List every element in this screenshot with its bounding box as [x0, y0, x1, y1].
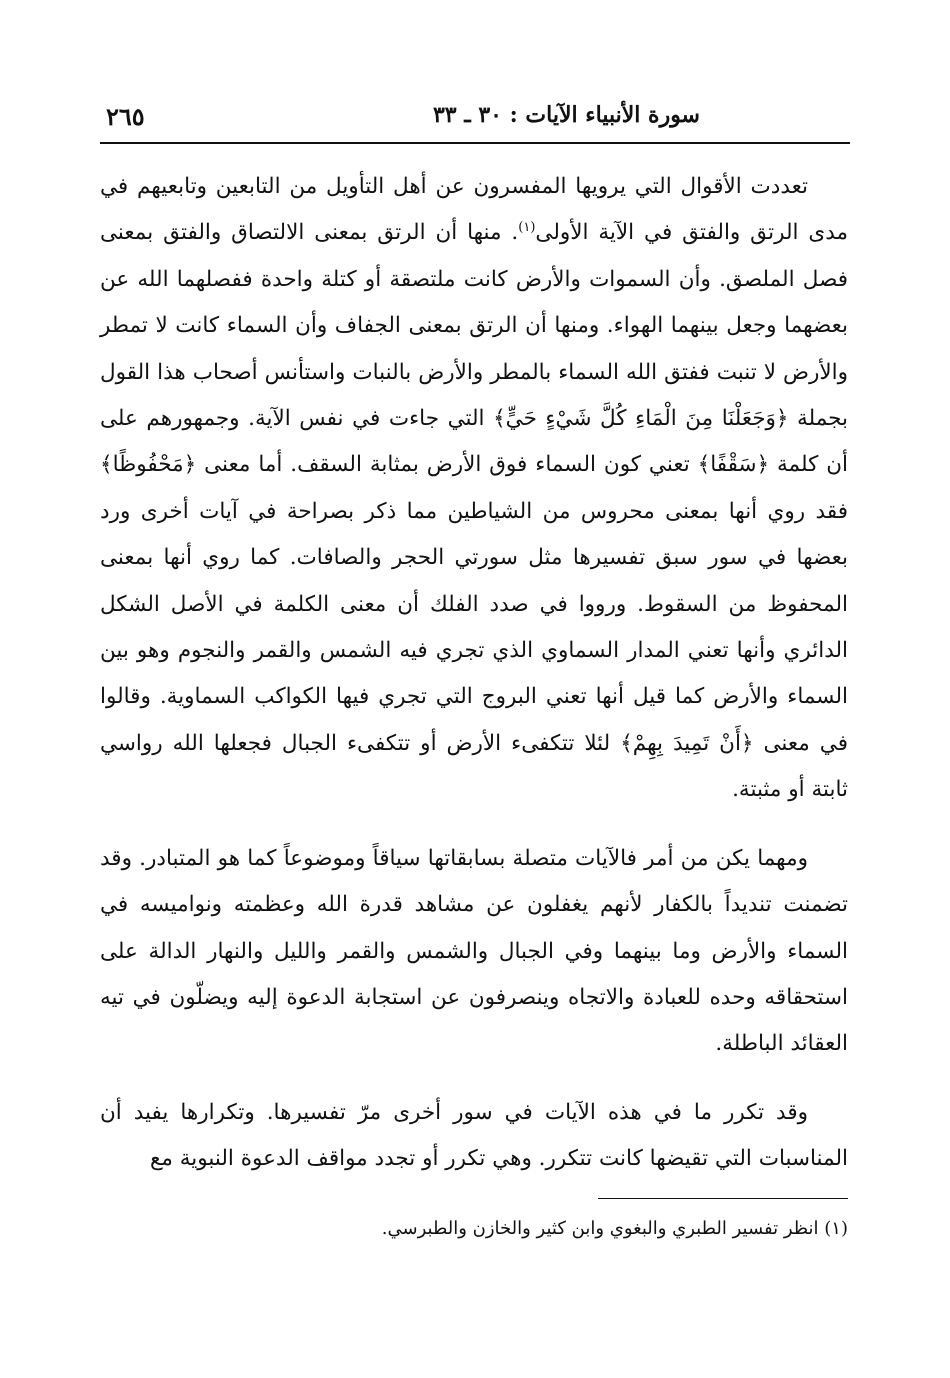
page-header — [100, 100, 850, 144]
page-number: ٢٦٥ — [106, 102, 145, 131]
footnote: (١) انظر تفسير الطبري والبغوي وابن كثير والخازن والطبرسي. — [381, 1218, 848, 1239]
running-title: سورة الأنبياء الآيات : ٣٠ ـ ٣٣ — [432, 102, 700, 128]
paragraph-1-rest: . منها أن الرتق بمعنى الالتصاق والفتق بمعنى فصل الملصق. وأن السموات والأرض كانت ملتصقة أو كتلة واحدة ففصلهما الله عن بعضهما وجعل بينهما الهواء. ومنها أن الرتق بمعنى الجفاف وأن السماء كانت لا تمطر والأرض لا تنبت ففتق الله السماء بالمطر والأرض بالنبات واستأنس أصحاب هذا القول بجملة ﴿وَجَعَلْنَا مِنَ الْمَاءِ كُلَّ شَيْءٍ حَيٍّ﴾ التي جاءت في نفس الآية. وجمهورهم على أن كلمة ﴿سَقْفًا﴾ تعني كون السماء فوق الأرض بمثابة السقف. أما معنى ﴿مَحْفُوظًا﴾ فقد روي أنها بمعنى محروس من الشياطين مما ذكر بصراحة في آيات أخرى ورد بعضها في سور سبق تفسيرها مثل سورتي الحجر والصافات. كما روي أنها بمعنى المحفوظ من السقوط. ورووا في صدد الفلك أن معنى الكلمة في الأصل الشكل الدائري وأنها تعني المدار السماوي الذي تجري فيه الشمس والقمر والنجوم وهو بين السماء والأرض كما قيل أنها تعني البروج التي تجري فيها الكواكب السماوية. وقالوا في معنى ﴿أَنْ تَمِيدَ بِهِمْ﴾ لئلا تتكفىء الأرض أو تتكفىء الجبال فجعلها الله رواسي ثابتة أو مثبتة. — [100, 220, 848, 803]
footnote-divider — [598, 1198, 848, 1199]
body-text — [100, 164, 848, 1183]
paragraph-1-start: تعددت الأقوال التي يرويها المفسرون عن أهل التأويل من التابعين وتابعيهم في مدى الرتق والفتق في الآية الأولى — [100, 174, 848, 246]
footnote-reference: (١) — [518, 220, 536, 236]
paragraph-2: ومهما يكن من أمر فالآيات متصلة بسابقاتها سياقاً وموضوعاً كما هو المتبادر. وقد تضمنت تنديداً بالكفار لأنهم يغفلون عن مشاهد قدرة الله وعظمته ونواميسه في السماء والأرض وما بينهما وفي الجبال والشمس والقمر والليل والنهار الدالة على استحقاقه وحده للعبادة والاتجاه وينصرفون عن استجابة الدعوة إليه ويضلّون في تيه العقائد الباطلة. — [100, 845, 848, 1057]
paragraph-3: وقد تكرر ما في هذه الآيات في سور أخرى مرّ تفسيرها. وتكرارها يفيد أن المناسبات التي تقيضها كانت تتكرر. وهي تكرر أو تجدد مواقف الدعوة النبوية مع — [100, 1099, 848, 1172]
paragraph-1 — [100, 164, 848, 814]
